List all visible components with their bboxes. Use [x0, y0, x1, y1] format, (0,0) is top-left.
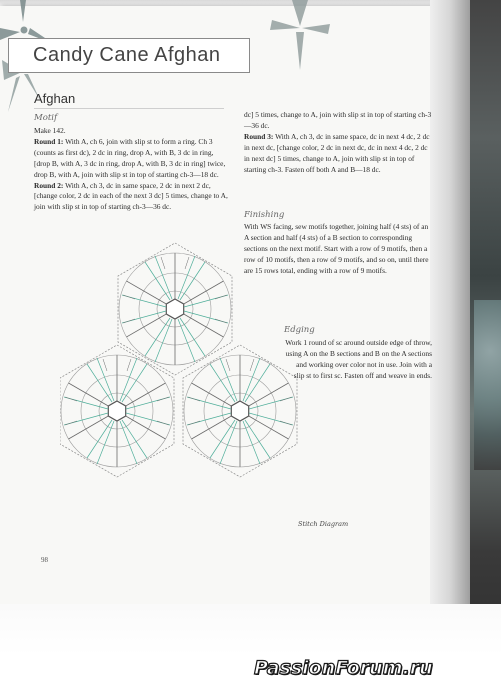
- round2-label: Round 2:: [34, 180, 64, 190]
- section-heading: Afghan: [34, 91, 76, 106]
- page-number: 98: [41, 556, 48, 564]
- make-count: Make 142.: [34, 126, 66, 135]
- watermark-text: PassionForum.ru: [254, 657, 433, 679]
- motif-right: [183, 345, 297, 477]
- round2-continued: dc] 5 times, change to A, join with slip st in top of starting ch-3—36 dc.: [244, 110, 432, 130]
- round3-text: With A, ch 3, dc in same space, dc in next 4 dc, 2 dc in next dc, [change color, 2 dc in next dc, dc in next 4 dc, 2 dc in next dc] 5 times, change to A, join with slip st in top of starting ch-3. Fasten off both A and B—18 dc.: [244, 131, 430, 174]
- adjacent-page-photo: [474, 300, 501, 470]
- section-divider: [34, 108, 224, 109]
- finishing-text: With WS facing, sew motifs together, joining half (4 sts) of an A section and half (4 sts) of a B section to corresponding sections on the next motif. Start with a row of 9 motifs, then a row of 10 motifs, then a row of 9 motifs, and so on, until there are 15 rows total, ending with a row of 9 motifs.: [244, 222, 429, 275]
- round1-text: With A, ch 6, join with slip st to form a ring. Ch 3 (counts as first dc), 2 dc in ring, drop A, with B, 3 dc in ring, [drop B, with A, 3 dc in ring, drop A, with B, 3 dc in ring] twice, drop B, with A, join with slip st in top of starting ch-3—18 dc.: [34, 136, 226, 179]
- motif-column-left: [34, 126, 229, 213]
- edging-heading: Edging: [284, 325, 315, 335]
- edging-text: Work 1 round of sc around outside edge of throw, using A on the B sections and B on the A sections and working over color not in use. Join with a slip st to first sc. Fasten off and weave in ends.: [285, 338, 432, 380]
- page-title: Candy Cane Afghan: [33, 44, 221, 66]
- motif-heading: Motif: [34, 113, 58, 123]
- round3-label: Round 3:: [244, 131, 274, 141]
- diagram-caption: Stitch Diagram: [298, 520, 349, 528]
- finishing-heading: Finishing: [244, 210, 285, 220]
- snowflake-icon: [270, 0, 330, 70]
- motif-column-right: [244, 110, 432, 175]
- motif-top: [118, 243, 232, 375]
- round1-label: Round 1:: [34, 136, 64, 146]
- round2-text: With A, ch 3, dc in same space, 2 dc in next 2 dc, [change color, 2 dc in each of the next 3 dc] 5 times, change to A, join with slip st in top of starting ch-3—36 dc.: [34, 180, 228, 212]
- stitch-diagram: [60, 235, 300, 520]
